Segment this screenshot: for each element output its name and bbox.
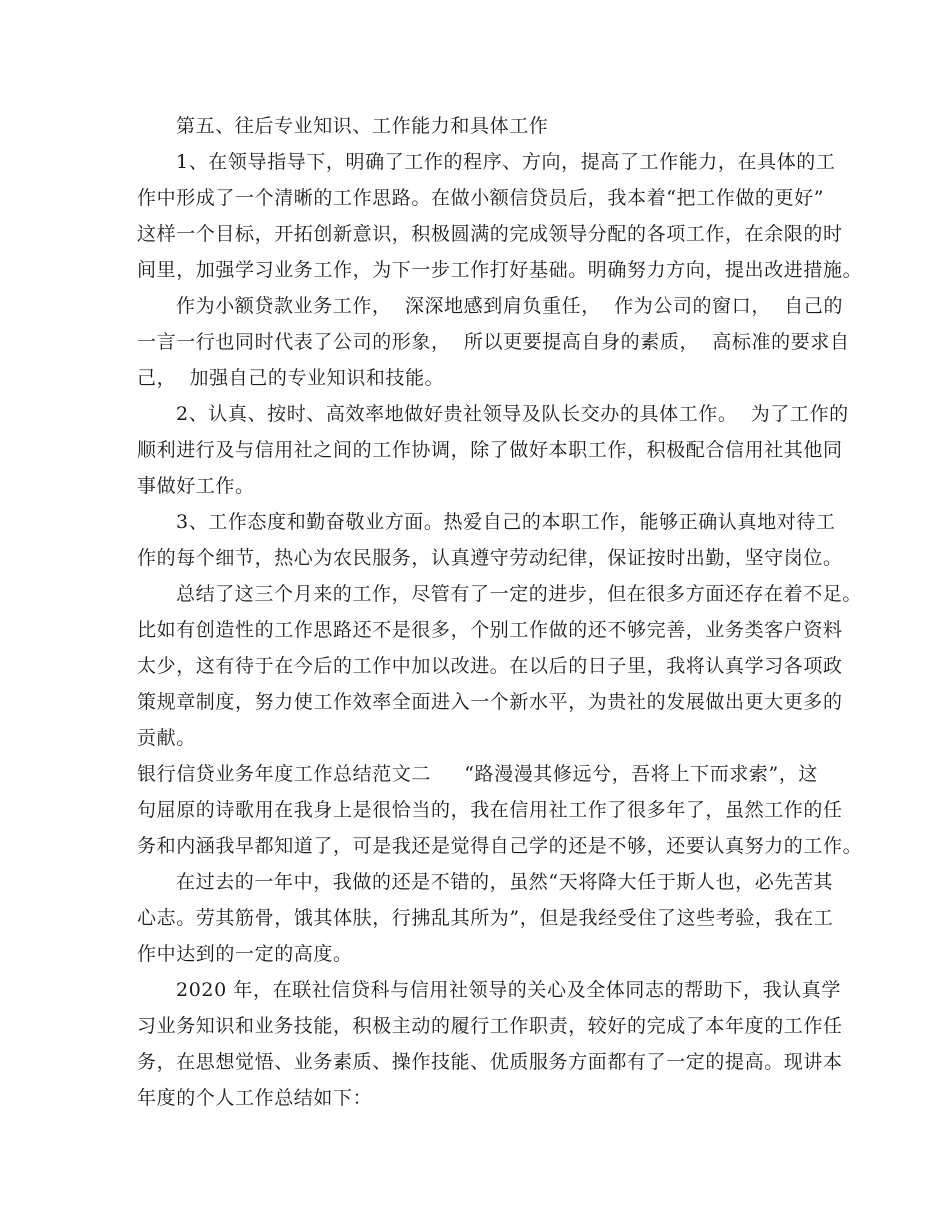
paragraph-line: 务，在思想觉悟、业务素质、操作技能、优质服务方面都有了一定的提高。现讲本 bbox=[137, 1051, 843, 1073]
section-title-line: 银行信贷业务年度工作总结范文二 “路漫漫其修远兮，吾将上下而求索”，这 bbox=[137, 763, 819, 785]
paragraph-line: 这样一个目标，开拓创新意识，积极圆满的完成领导分配的各项工作，在余限的时 bbox=[137, 223, 843, 245]
paragraph-line: 3、工作态度和勤奋敬业方面。热爱自己的本职工作，能够正确认真地对待工 bbox=[176, 511, 836, 533]
paragraph-line: 年度的个人工作总结如下： bbox=[137, 1087, 373, 1109]
paragraph-line: 务和内涵我早都知道了，可是我还是觉得自己学的还是不够，还要认真努力的工作。 bbox=[137, 835, 863, 857]
paragraph-line: 事做好工作。 bbox=[137, 475, 255, 497]
paragraph-line: 在过去的一年中，我做的还是不错的，虽然“天将降大任于斯人也，必先苦其 bbox=[176, 871, 834, 893]
paragraph-line: 己， 加强自己的专业知识和技能。 bbox=[137, 367, 445, 389]
paragraph-line: 间里，加强学习业务工作，为下一步工作打好基础。明确努力方向，提出改进措施。 bbox=[137, 259, 863, 281]
paragraph-line: 2、认真、按时、高效率地做好贵社领导及队长交办的具体工作。 为了工作的 bbox=[176, 403, 849, 425]
paragraph-line: 作中达到的一定的高度。 bbox=[137, 943, 353, 965]
paragraph-line: 习业务知识和业务技能，积极主动的履行工作职责，较好的完成了本年度的工作任 bbox=[137, 1015, 843, 1037]
paragraph-line: 总结了这三个月来的工作，尽管有了一定的进步，但在很多方面还存在着不足。 bbox=[176, 583, 863, 605]
paragraph-line: 顺利进行及与信用社之间的工作协调，除了做好本职工作，积极配合信用社其他同 bbox=[137, 439, 843, 461]
section-heading: 第五、往后专业知识、工作能力和具体工作 bbox=[176, 115, 549, 137]
paragraph-line: 1、在领导指导下，明确了工作的程序、方向，提高了工作能力，在具体的工 bbox=[176, 151, 836, 173]
paragraph-line: 作为小额贷款业务工作， 深深地感到肩负重任， 作为公司的窗口， 自己的 bbox=[176, 295, 844, 317]
paragraph-line: 作的每个细节，热心为农民服务，认真遵守劳动纪律，保证按时出勤，坚守岗位。 bbox=[137, 547, 843, 569]
paragraph-line: 太少，这有待于在今后的工作中加以改进。在以后的日子里，我将认真学习各项政 bbox=[137, 655, 843, 677]
paragraph-line: 心志。劳其筋骨，饿其体肤，行拂乱其所为”，但是我经受住了这些考验，我在工 bbox=[137, 907, 834, 929]
paragraph-line: 比如有创造性的工作思路还不是很多，个别工作做的还不够完善，业务类客户资料 bbox=[137, 619, 843, 641]
paragraph-line: 策规章制度，努力使工作效率全面进入一个新水平，为贵社的发展做出更大更多的 bbox=[137, 691, 843, 713]
paragraph-line: 2020 年，在联社信贷科与信用社领导的关心及全体同志的帮助下，我认真学 bbox=[176, 979, 841, 1001]
paragraph-line: 作中形成了一个清晰的工作思路。在做小额信贷员后，我本着“把工作做的更好” bbox=[137, 187, 825, 209]
paragraph-line: 一言一行也同时代表了公司的形象， 所以更要提高自身的素质， 高标准的要求自 bbox=[137, 331, 850, 353]
paragraph-line: 句屈原的诗歌用在我身上是很恰当的，我在信用社工作了很多年了，虽然工作的任 bbox=[137, 799, 843, 821]
paragraph-line: 贡献。 bbox=[137, 727, 196, 749]
